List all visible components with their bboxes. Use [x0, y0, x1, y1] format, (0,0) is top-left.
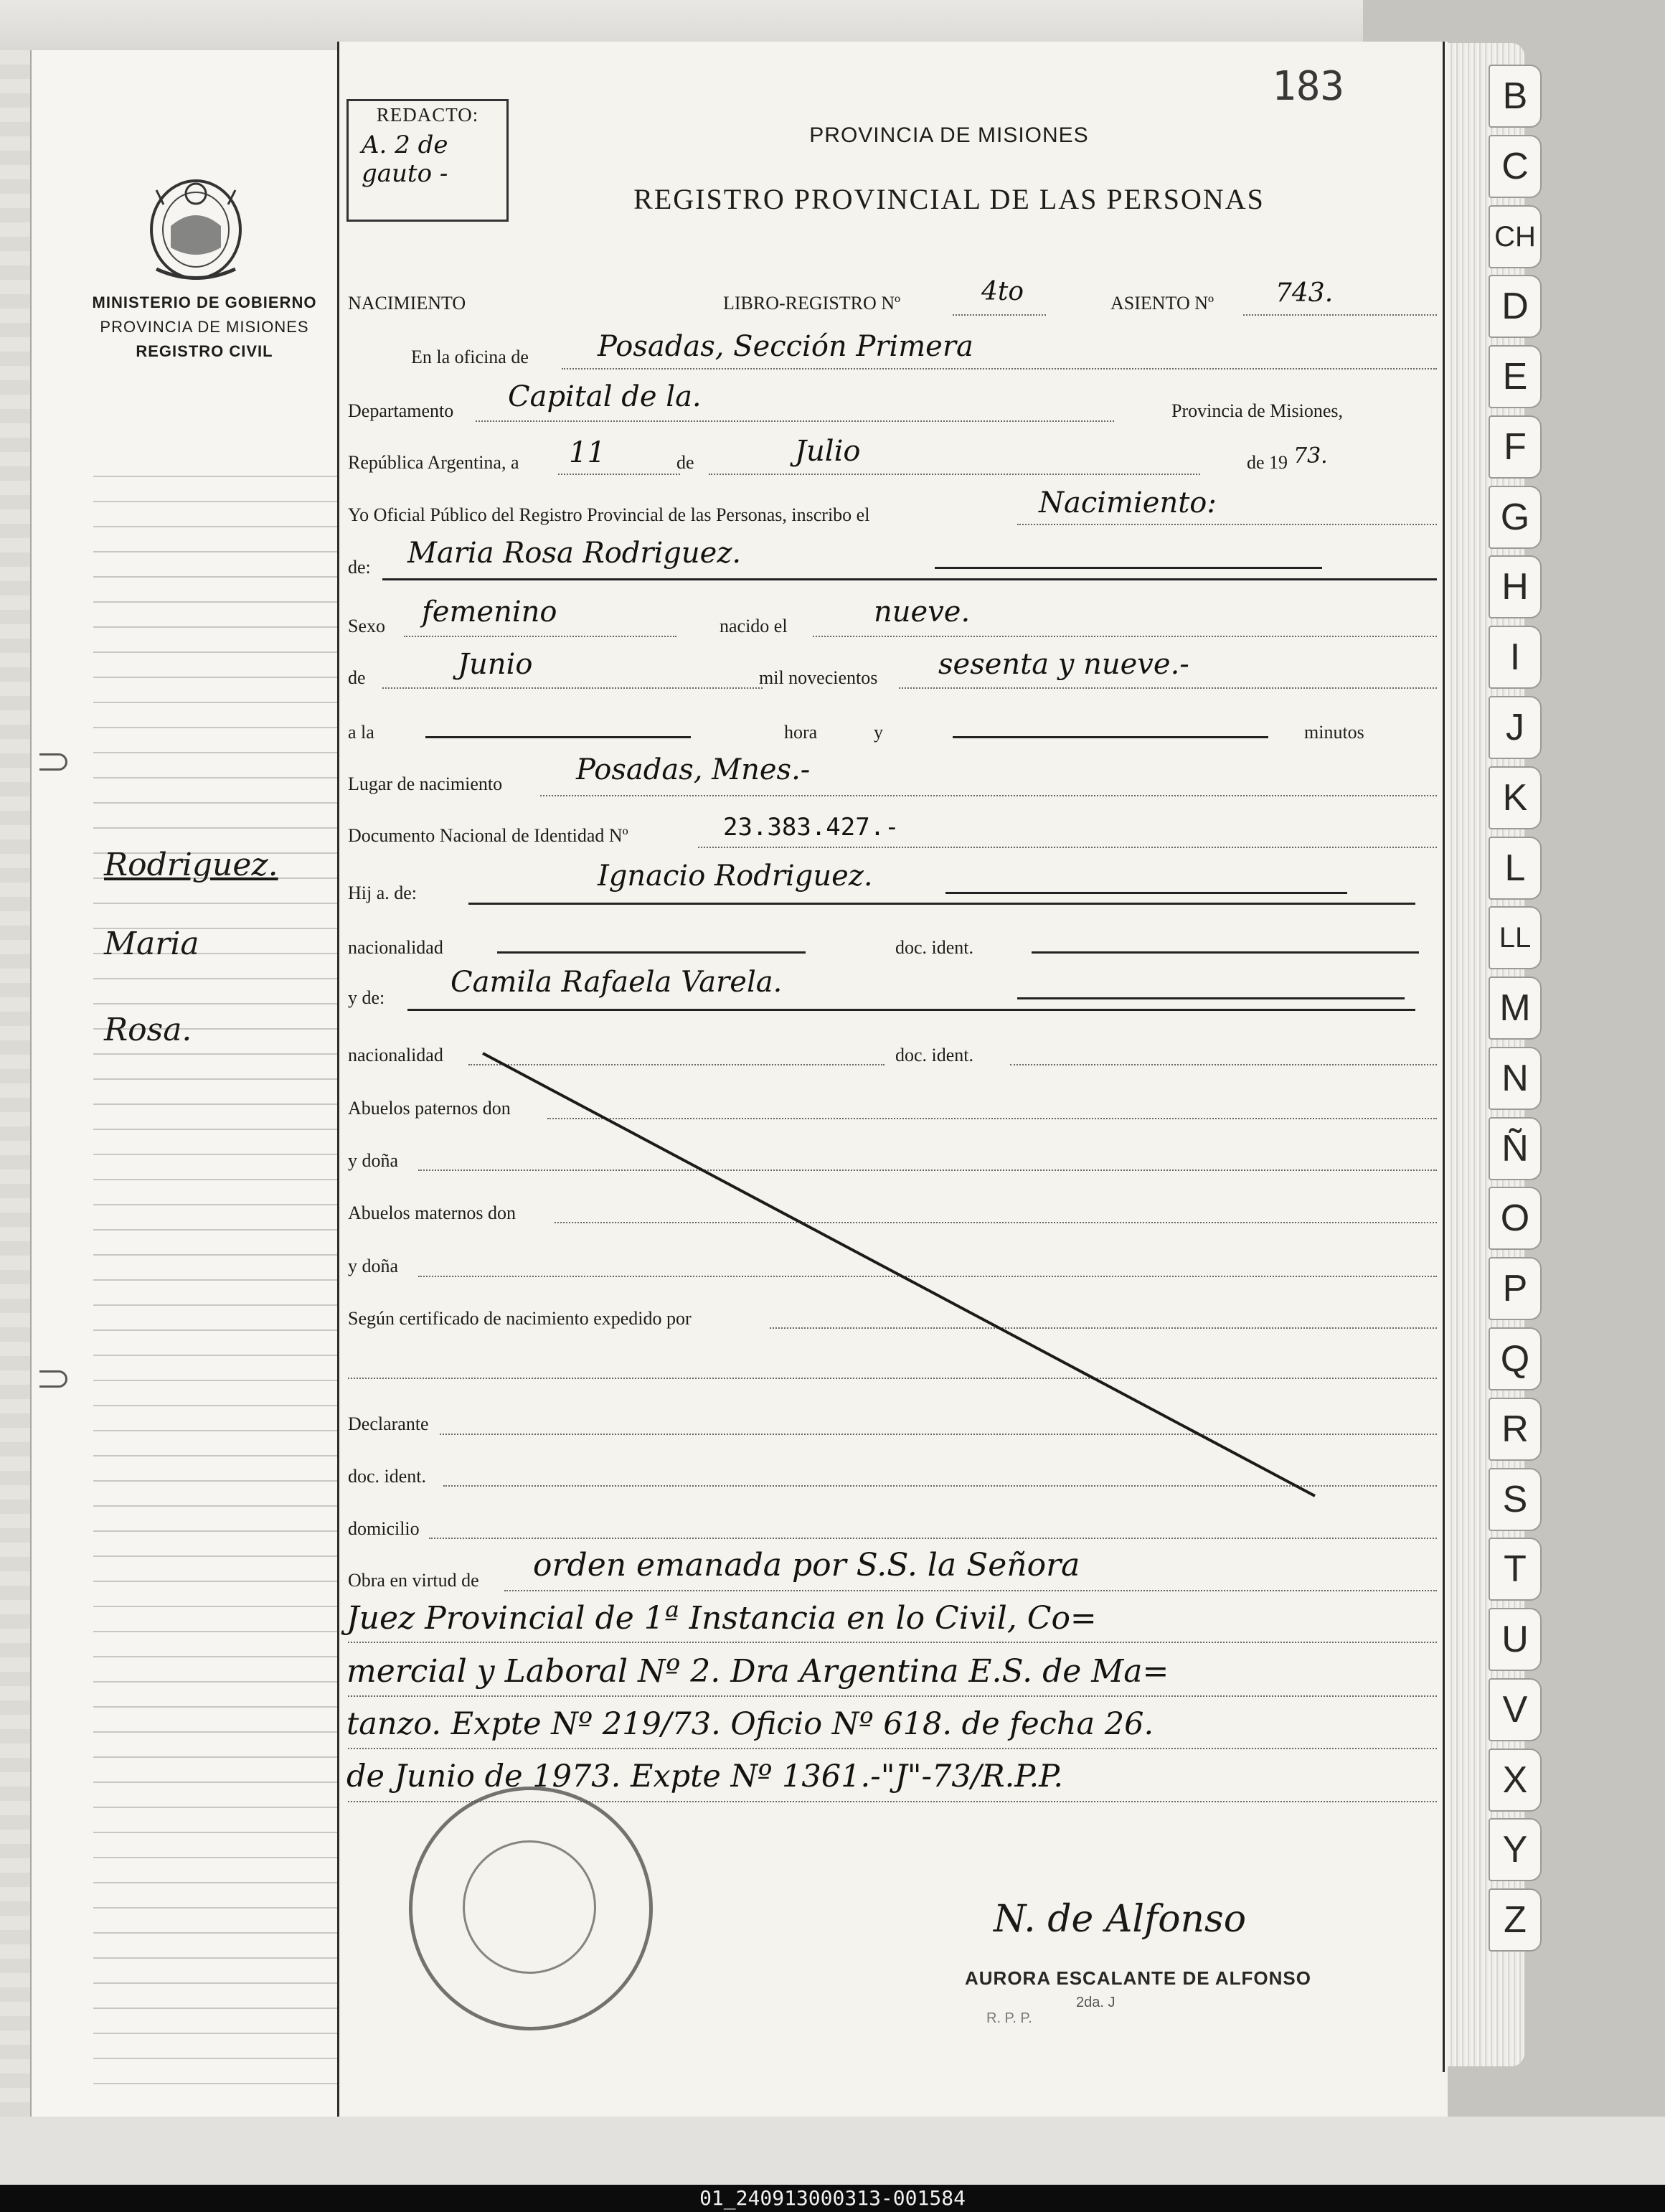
of-label: de — [676, 452, 694, 473]
dotted-line — [348, 1748, 1437, 1749]
day-value: 11 — [569, 436, 605, 469]
certificate-label: Según certificado de nacimiento expedido por — [348, 1308, 692, 1329]
at-label: a la — [348, 722, 374, 743]
and-of-label: y de: — [348, 987, 385, 1008]
dotted-line — [504, 1590, 1437, 1591]
order-line-5: de Junio de 1973. Expte Nº 1361.-"J"-73/R.P.P. — [346, 1759, 1064, 1794]
office-value: Posadas, Sección Primera — [598, 330, 973, 363]
province-label: Provincia de Misiones, — [1171, 400, 1344, 421]
redacto-note: A. 2 de gauto - — [362, 131, 448, 188]
index-tab: Z — [1489, 1888, 1542, 1952]
signatory-role: 2da. J — [1076, 1995, 1115, 2010]
birth-section-label: NACIMIENTO — [348, 293, 466, 314]
index-tab: Q — [1489, 1327, 1542, 1390]
dotted-line — [348, 1695, 1437, 1697]
province-line: PROVINCIA DE MISIONES — [100, 318, 309, 336]
id-number-label: Documento Nacional de Identidad Nº — [348, 825, 628, 846]
address-label: domicilio — [348, 1518, 420, 1539]
index-tab: T — [1489, 1538, 1542, 1601]
of-label-2: de — [348, 667, 366, 688]
paternal-grandparents-label: Abuelos paternos don — [348, 1098, 511, 1119]
child-of-label: Hij a. de: — [348, 883, 418, 903]
margin-first-name: Maria — [104, 926, 199, 962]
official-statement: Yo Oficial Público del Registro Provincial de las Personas, inscribo el — [348, 504, 870, 525]
index-tab: P — [1489, 1257, 1542, 1320]
signatory-name: AURORA ESCALANTE DE ALFONSO — [965, 1967, 1311, 1989]
office-label: En la oficina de — [411, 347, 529, 367]
index-tab: LL — [1489, 906, 1542, 969]
index-tab: X — [1489, 1749, 1542, 1812]
thousand-label: mil novecientos — [759, 667, 878, 688]
index-tab: B — [1489, 65, 1542, 128]
registration-type-value: Nacimiento: — [1039, 486, 1217, 519]
born-day-value: nueve. — [874, 596, 971, 629]
margin-second-name: Rosa. — [104, 1012, 192, 1048]
margin-surname: Rodriguez. — [104, 847, 278, 883]
index-tab: V — [1489, 1678, 1542, 1741]
mother-name-value: Camila Rafaela Varela. — [451, 966, 783, 999]
declarant-label: Declarante — [348, 1413, 429, 1434]
department-label: Departamento — [348, 400, 454, 421]
index-tab: Y — [1489, 1818, 1542, 1881]
folio-number: 183 — [1272, 63, 1345, 110]
father-name-value: Ignacio Rodriguez. — [598, 860, 873, 893]
book-number-label: LIBRO-REGISTRO Nº — [723, 293, 901, 314]
index-tabs — [1489, 65, 1553, 2016]
index-tab: L — [1489, 837, 1542, 900]
entry-number-value: 743. — [1275, 278, 1334, 308]
maternal-grandparents-label: Abuelos maternos don — [348, 1203, 516, 1223]
month-value: Julio — [795, 435, 861, 468]
index-tab: S — [1489, 1468, 1542, 1531]
order-line-4: tanzo. Expte Nº 219/73. Oficio Nº 618. de fecha 26. — [346, 1706, 1154, 1742]
bottom-surface — [0, 2117, 1665, 2185]
index-tab: R — [1489, 1398, 1542, 1461]
birth-month-value: Junio — [458, 648, 533, 681]
redacto-label: REDACTO: — [376, 104, 479, 126]
index-tab: C — [1489, 135, 1542, 198]
index-tab: I — [1489, 626, 1542, 689]
order-line-1: orden emanada por S.S. la Señora — [533, 1547, 1080, 1583]
maternal-grandmother-label: y doña — [348, 1256, 399, 1276]
year-value: 73. — [1293, 443, 1328, 469]
sex-label: Sexo — [348, 616, 385, 636]
mother-id-label: doc. ident. — [895, 1045, 974, 1065]
born-on-label: nacido el — [720, 616, 788, 636]
birthplace-value: Posadas, Mnes.- — [576, 753, 811, 786]
department-value: Capital de la. — [508, 380, 702, 413]
ministry-header — [86, 291, 323, 364]
index-tab: H — [1489, 555, 1542, 618]
minutes-label: minutos — [1304, 722, 1364, 743]
coat-of-arms-icon — [142, 161, 250, 287]
birthplace-label: Lugar de nacimiento — [348, 773, 503, 794]
binding-strip — [0, 50, 32, 2117]
registry-title: REGISTRO PROVINCIAL DE LAS PERSONAS — [633, 183, 1265, 215]
signatory-office: R. P. P. — [986, 2010, 1032, 2026]
left-page-rules — [93, 452, 337, 2102]
name-label: de: — [348, 557, 371, 578]
id-number-value: 23.383.427.- — [723, 813, 900, 842]
index-tab: CH — [1489, 205, 1542, 268]
paternal-grandmother-label: y doña — [348, 1150, 399, 1171]
index-tab: E — [1489, 345, 1542, 408]
ministry-line: MINISTERIO DE GOBIERNO — [92, 293, 317, 311]
dotted-line — [348, 1642, 1437, 1643]
order-label: Obra en virtud de — [348, 1570, 479, 1591]
seal-emblem-icon — [463, 1840, 596, 1974]
entry-number-label: ASIENTO Nº — [1110, 293, 1214, 314]
year-label: de 19 — [1247, 452, 1288, 473]
official-seal — [409, 1787, 653, 2030]
index-tab: K — [1489, 766, 1542, 829]
margin-rule — [1443, 42, 1445, 2072]
book-number-value: 4to — [981, 277, 1024, 306]
index-tab: G — [1489, 486, 1542, 549]
index-tab: N — [1489, 1047, 1542, 1110]
hour-label: hora — [784, 722, 818, 743]
registered-name-value: Maria Rosa Rodriguez. — [407, 537, 742, 570]
declarant-id-label: doc. ident. — [348, 1466, 427, 1487]
birth-year-value: sesenta y nueve.- — [938, 648, 1189, 681]
order-line-3: mercial y Laboral Nº 2. Dra Argentina E.S. de Ma= — [346, 1653, 1169, 1690]
father-nationality-label: nacionalidad — [348, 937, 443, 958]
index-tab: O — [1489, 1187, 1542, 1250]
order-line-2: Juez Provincial de 1ª Instancia en lo Civil, Co= — [346, 1600, 1097, 1637]
binding-ring-icon — [39, 753, 67, 771]
father-id-label: doc. ident. — [895, 937, 974, 958]
index-tab: D — [1489, 275, 1542, 338]
sex-value: femenino — [422, 596, 557, 629]
index-tab: U — [1489, 1608, 1542, 1671]
republic-label: República Argentina, a — [348, 452, 519, 473]
binding-ring-icon — [39, 1370, 67, 1388]
signature-handwriting: N. de Alfonso — [994, 1898, 1247, 1941]
index-tab: J — [1489, 696, 1542, 759]
province-title: PROVINCIA DE MISIONES — [809, 123, 1089, 147]
index-tab: Ñ — [1489, 1117, 1542, 1180]
and-label: y — [874, 722, 883, 743]
civil-registry-line: REGISTRO CIVIL — [136, 342, 273, 360]
image-caption: 01_240913000313-001584 — [0, 2185, 1665, 2212]
index-tab: M — [1489, 976, 1542, 1040]
mother-nationality-label: nacionalidad — [348, 1045, 443, 1065]
index-tab: F — [1489, 415, 1542, 479]
